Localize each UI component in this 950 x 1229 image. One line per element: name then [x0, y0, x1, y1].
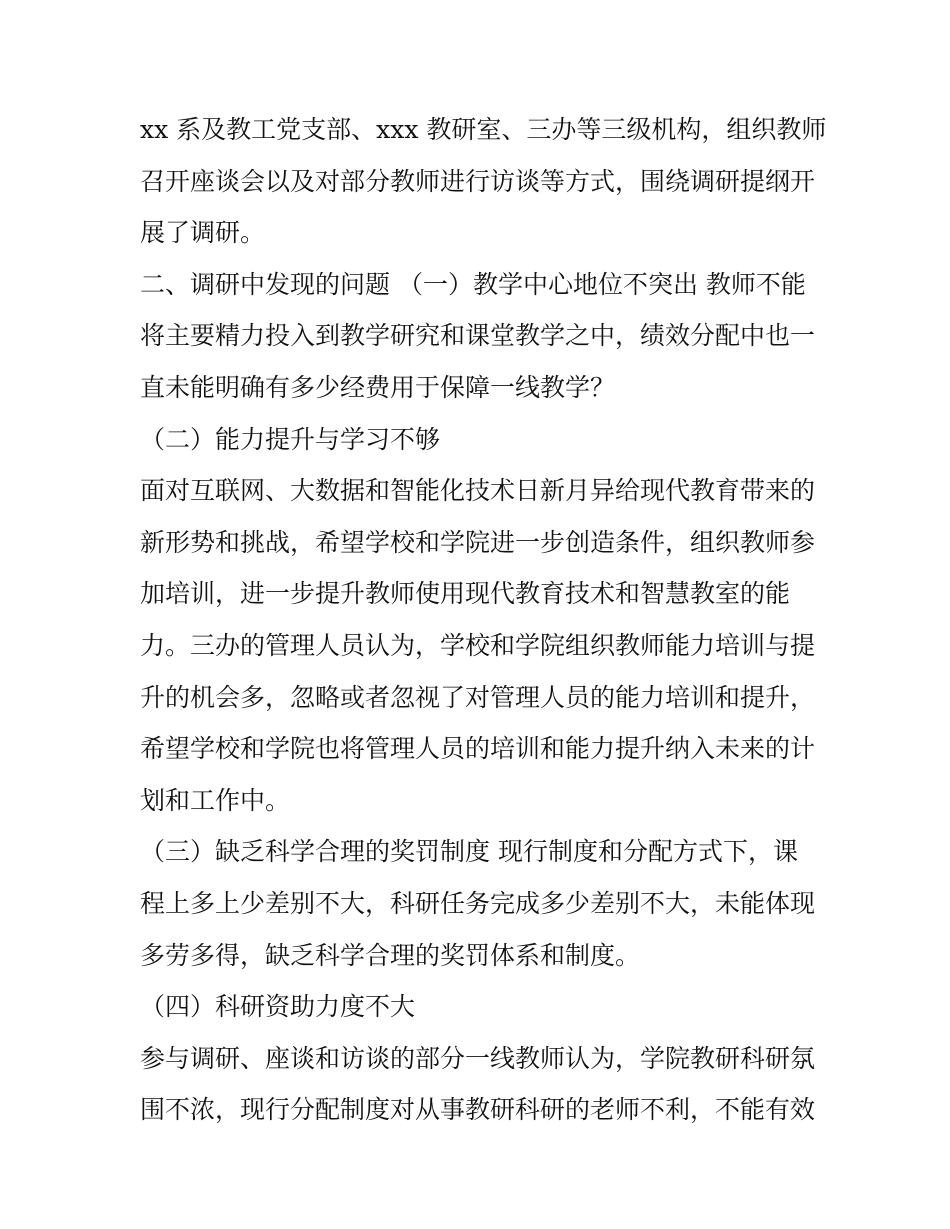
text-line: 多劳多得，缺乏科学合理的奖罚体系和制度。	[140, 940, 641, 970]
text-line: 程上多上少差别不大，科研任务完成多少差别不大，未能体现	[140, 888, 816, 918]
text-line: 面对互联网、大数据和智能化技术日新月异给现代教育带来的	[140, 476, 816, 506]
text-line: 将主要精力投入到教学研究和课堂教学之中，绩效分配中也一	[140, 321, 816, 351]
body-text	[140, 104, 827, 1136]
text-line: 升的机会多，忽略或者忽视了对管理人员的能力培训和提升，	[140, 682, 816, 712]
text-line: 希望学校和学院也将管理人员的培训和能力提升纳入未来的计	[140, 734, 816, 764]
subheading-line: （四）科研资助力度不大	[140, 992, 416, 1022]
text-line: 围不浓，现行分配制度对从事教研科研的老师不利，不能有效	[140, 1095, 816, 1125]
text-line: 力。三办的管理人员认为，学校和学院组织教师能力培训与提	[140, 630, 816, 660]
subheading-line: （三）缺乏科学合理的奖罚制度 现行制度和分配方式下，课	[140, 837, 798, 867]
text-line: 加培训，进一步提升教师使用现代教育技术和智慧教室的能	[140, 579, 791, 609]
section-heading-line: 二、调研中发现的问题 （一）教学中心地位不突出 教师不能	[140, 269, 806, 299]
subheading-line: （二）能力提升与学习不够	[140, 424, 441, 454]
text-line: 展了调研。	[140, 218, 266, 248]
text-line: 新形势和挑战，希望学校和学院进一步创造条件，组织教师参	[140, 527, 816, 557]
text-line: 直未能明确有多少经费用于保障一线教学？	[140, 372, 616, 402]
text-line: xx 系及教工党支部、xxx 教研室、三办等三级机构，组织教师	[140, 115, 827, 144]
text-line: 参与调研、座谈和访谈的部分一线教师认为，学院教研科研氛	[140, 1043, 816, 1073]
text-line: 划和工作中。	[140, 785, 291, 815]
text-line: 召开座谈会以及对部分教师进行访谈等方式，围绕调研提纲开	[140, 166, 816, 196]
